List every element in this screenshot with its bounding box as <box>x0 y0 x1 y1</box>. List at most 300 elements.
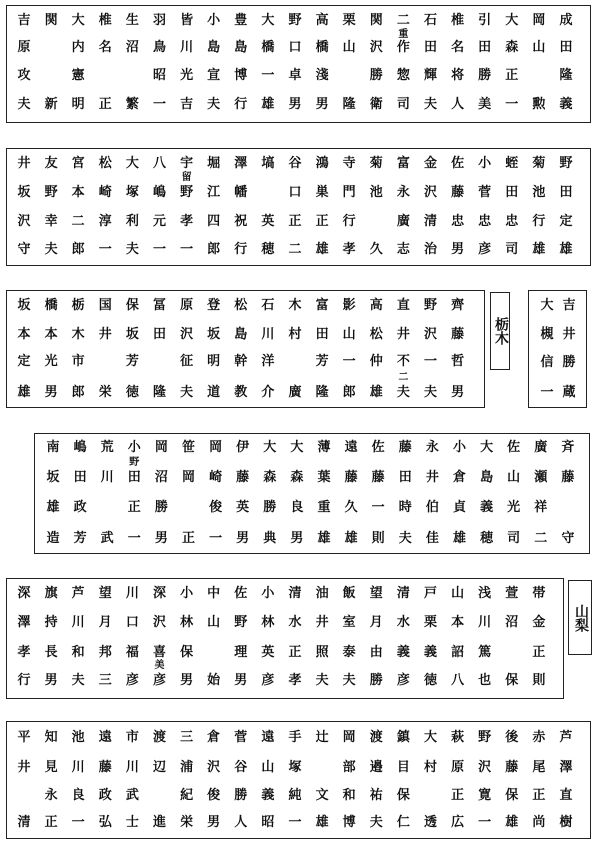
name-char: 芦 <box>71 586 85 601</box>
name-char: 羽 <box>152 13 166 28</box>
name-char: 佐 <box>371 440 385 455</box>
name-char: 名 <box>451 40 465 55</box>
name-char: 橋 <box>315 40 329 55</box>
name-char: 石 <box>261 298 275 313</box>
name-char: 倉 <box>452 470 466 485</box>
name-char: 沼 <box>125 40 139 55</box>
name-char: 高 <box>315 13 329 28</box>
name-char: 徳 <box>423 673 437 688</box>
name-char: 田 <box>398 470 412 485</box>
name-char: 征 <box>180 354 194 369</box>
name-char: 一 <box>342 354 356 369</box>
name-char: 野 <box>559 156 573 171</box>
name-char: 惣 <box>396 68 410 83</box>
name-char: 士 <box>125 815 139 830</box>
name-char: 正 <box>315 214 329 229</box>
name-char: 井 <box>17 156 31 171</box>
name-char: 雄 <box>261 97 275 112</box>
name-char: 井 <box>98 327 112 342</box>
name-char: 田 <box>559 185 573 200</box>
name-char: 山 <box>342 40 356 55</box>
name-char: 川 <box>71 760 85 775</box>
prefecture-label: 栃木 <box>490 292 510 370</box>
name-char: 塙 <box>261 156 275 171</box>
name-char: 宇 <box>180 156 194 171</box>
name-char: 鎮 <box>396 730 410 745</box>
name-char: 関 <box>369 13 383 28</box>
name-char: 平 <box>17 730 31 745</box>
name-char: 清 <box>423 214 437 229</box>
name-char: 彦 <box>152 673 166 688</box>
name-char: 名 <box>98 40 112 55</box>
name-char: 雄 <box>315 815 329 830</box>
name-char: 影 <box>342 298 356 313</box>
name-char: 一 <box>505 97 519 112</box>
name-char: 忠 <box>451 214 465 229</box>
name-char: 大 <box>505 13 519 28</box>
name-char: 口 <box>288 185 302 200</box>
name-char: 穂 <box>261 242 275 257</box>
name-char: 隆 <box>315 385 329 400</box>
name-char: 鴻 <box>315 156 329 171</box>
name-char: 雄 <box>532 242 546 257</box>
name-char: 博 <box>342 815 356 830</box>
name-char: 芳 <box>315 354 329 369</box>
name-char: 成 <box>559 13 573 28</box>
name-char: 沢 <box>423 185 437 200</box>
name-char: 池 <box>369 185 383 200</box>
name-char: 男 <box>44 673 58 688</box>
name-char: 久 <box>344 500 358 515</box>
name-char: 知 <box>44 730 58 745</box>
name-char: 皆 <box>180 13 194 28</box>
name-char: 勝 <box>234 788 248 803</box>
name-char: 正 <box>532 788 546 803</box>
name-char: 原 <box>451 760 465 775</box>
name-char: 佐 <box>451 156 465 171</box>
name-char: 福 <box>125 645 139 660</box>
name-char: 大 <box>290 440 304 455</box>
name-char: 由 <box>369 645 383 660</box>
name-char: 二 <box>71 214 85 229</box>
name-char: 谷 <box>234 760 248 775</box>
name-char: 渡 <box>369 730 383 745</box>
name-char: 吉 <box>180 97 194 112</box>
name-char: 行 <box>17 673 31 688</box>
name-char: 大 <box>480 440 494 455</box>
name-char: 崎 <box>209 470 223 485</box>
name-char: 小 <box>127 440 141 455</box>
name-char: 治 <box>423 242 437 257</box>
name-char: 淳 <box>98 214 112 229</box>
name-char: 正 <box>98 97 112 112</box>
name-char: 純 <box>288 788 302 803</box>
name-char: 憲 <box>71 68 85 83</box>
name-char: 良 <box>290 500 304 515</box>
name-char: 郎 <box>207 242 221 257</box>
name-char: 山 <box>207 615 221 630</box>
name-char: 彦 <box>478 242 492 257</box>
name-char: 原 <box>180 298 194 313</box>
name-char: 二 <box>534 531 548 546</box>
name-char: 森 <box>505 40 519 55</box>
name-char: 井 <box>315 615 329 630</box>
name-char: 淺 <box>315 68 329 83</box>
name-char: 芳 <box>73 531 87 546</box>
name-char: 木 <box>288 298 302 313</box>
name-char: 長 <box>44 645 58 660</box>
name-char: 沢 <box>369 40 383 55</box>
name-char: 水 <box>288 615 302 630</box>
name-char: 石 <box>423 13 437 28</box>
name-char: 沢 <box>17 214 31 229</box>
name-char: 造 <box>46 531 60 546</box>
name-char: 後 <box>505 730 519 745</box>
name-char: 光 <box>44 354 58 369</box>
name-char: 勝 <box>369 673 383 688</box>
name-char: 清 <box>17 815 31 830</box>
name-char: 勝 <box>562 355 576 370</box>
name-char: 幹 <box>234 354 248 369</box>
name-char: 義 <box>261 788 275 803</box>
name-char: 望 <box>98 586 112 601</box>
name-char: 照 <box>315 645 329 660</box>
name-char: 小 <box>452 440 466 455</box>
name-char: 藤 <box>236 470 250 485</box>
name-char: 深 <box>17 586 31 601</box>
name-char: 松 <box>98 156 112 171</box>
name-char: 正 <box>181 531 195 546</box>
name-char: 鳥 <box>152 40 166 55</box>
name-char: 遠 <box>261 730 275 745</box>
name-char: 孝 <box>17 645 31 660</box>
name-char: 将 <box>451 68 465 83</box>
name-char: 男 <box>236 531 250 546</box>
name-char: 芦 <box>559 730 573 745</box>
name-char: 英 <box>261 214 275 229</box>
name-char: 井 <box>396 327 410 342</box>
name-char: 川 <box>261 327 275 342</box>
name-char: 忠 <box>478 214 492 229</box>
name-char: 槻 <box>540 327 554 342</box>
name-char: 男 <box>451 385 465 400</box>
name-char: 重 <box>317 500 331 515</box>
name-char: 塚 <box>288 760 302 775</box>
name-char: 夫 <box>180 385 194 400</box>
name-char: 大 <box>263 440 277 455</box>
name-char: 瀬 <box>534 470 548 485</box>
name-char: 冨 <box>152 298 166 313</box>
name-char: 男 <box>315 97 329 112</box>
name-char: 本 <box>17 327 31 342</box>
name-char: 夫 <box>423 385 437 400</box>
name-char: 一 <box>180 242 194 257</box>
name-char: 男 <box>44 385 58 400</box>
name-char: 幡 <box>234 185 248 200</box>
name-char: 川 <box>125 760 139 775</box>
name-char: 勝 <box>369 68 383 83</box>
name-char: 守 <box>561 531 575 546</box>
name-char: 蔵 <box>562 385 576 400</box>
name-char: 四 <box>207 214 221 229</box>
name-char: 博 <box>234 68 248 83</box>
name-char: 道 <box>207 385 221 400</box>
name-char: 倉 <box>207 730 221 745</box>
name-char: 夫 <box>423 97 437 112</box>
name-char: 広 <box>451 815 465 830</box>
name-char: 飯 <box>342 586 356 601</box>
name-char: 雄 <box>317 531 331 546</box>
name-char: 渡 <box>152 730 166 745</box>
name-char: 島 <box>480 470 494 485</box>
name-char: 山 <box>451 586 465 601</box>
name-char: 一 <box>209 531 223 546</box>
name-char: 月 <box>369 615 383 630</box>
name-char: 菅 <box>234 730 248 745</box>
name-char: 義 <box>559 97 573 112</box>
name-char: 岡 <box>342 730 356 745</box>
name-char: 目 <box>396 760 410 775</box>
name-char: 宣 <box>207 68 221 83</box>
name-char: 藤 <box>451 185 465 200</box>
name-char: 見 <box>44 760 58 775</box>
name-char: 男 <box>234 673 248 688</box>
name-char: 義 <box>423 645 437 660</box>
name-char: 斉 <box>561 440 575 455</box>
name-char: 邉 <box>369 760 383 775</box>
name-char: 一 <box>423 354 437 369</box>
name-char: 坂 <box>46 470 60 485</box>
name-char: 大 <box>423 730 437 745</box>
name-char: 保 <box>125 298 139 313</box>
name-char: 坂 <box>17 298 31 313</box>
name-char: 橋 <box>261 40 275 55</box>
name-char: 林 <box>180 615 194 630</box>
name-char: 人 <box>451 97 465 112</box>
name-char: 市 <box>125 730 139 745</box>
name-char: 祝 <box>234 214 248 229</box>
name-char: 室 <box>342 615 356 630</box>
name-char: 山 <box>261 760 275 775</box>
name-char: 孝 <box>180 214 194 229</box>
name-char: 田 <box>127 470 141 485</box>
name-char: 栗 <box>342 13 356 28</box>
name-char: 沢 <box>152 615 166 630</box>
name-char: 典 <box>263 531 277 546</box>
name-char: 男 <box>288 97 302 112</box>
name-char: 中 <box>207 586 221 601</box>
name-char: 吉 <box>562 298 576 313</box>
name-char: 澤 <box>234 156 248 171</box>
name-char: 二 <box>396 13 410 28</box>
name-char: 山 <box>507 470 521 485</box>
name-char: 藤 <box>398 440 412 455</box>
name-char: 一 <box>152 97 166 112</box>
name-char: 望 <box>369 586 383 601</box>
name-char: 藤 <box>561 470 575 485</box>
name-char: 幸 <box>44 214 58 229</box>
name-char: 本 <box>71 185 85 200</box>
name-char: 新 <box>44 97 58 112</box>
name-char: 田 <box>559 40 573 55</box>
name-char: 英 <box>261 645 275 660</box>
name-char: 小 <box>207 13 221 28</box>
name-char: 彦 <box>125 673 139 688</box>
name-subscript-char: 重 <box>398 29 409 40</box>
name-char: 男 <box>290 531 304 546</box>
name-char: 辻 <box>315 730 329 745</box>
name-char: 口 <box>125 615 139 630</box>
name-char: 信 <box>540 355 554 370</box>
name-char: 大 <box>125 156 139 171</box>
name-char: 寛 <box>478 788 492 803</box>
name-char: 郎 <box>71 242 85 257</box>
name-char: 透 <box>423 815 437 830</box>
name-char: 勝 <box>154 500 168 515</box>
name-char: 保 <box>505 673 519 688</box>
name-char: 定 <box>17 354 31 369</box>
name-char: 島 <box>234 40 248 55</box>
name-char: 遠 <box>344 440 358 455</box>
name-char: 雄 <box>452 531 466 546</box>
name-char: 貞 <box>452 500 466 515</box>
name-char: 雄 <box>344 531 358 546</box>
name-char: 深 <box>152 586 166 601</box>
name-char: 塚 <box>125 185 139 200</box>
name-char: 川 <box>71 615 85 630</box>
name-char: 徳 <box>125 385 139 400</box>
name-char: 田 <box>73 470 87 485</box>
name-char: 友 <box>44 156 58 171</box>
name-char: 辺 <box>152 760 166 775</box>
name-char: 山 <box>342 327 356 342</box>
name-char: 井 <box>17 760 31 775</box>
name-char: 野 <box>423 298 437 313</box>
name-char: 橋 <box>44 298 58 313</box>
name-char: 保 <box>505 788 519 803</box>
name-char: 澤 <box>559 760 573 775</box>
name-char: 雄 <box>559 242 573 257</box>
name-char: 明 <box>207 354 221 369</box>
name-subscript-char: 美 <box>154 660 165 671</box>
name-char: 則 <box>371 531 385 546</box>
name-char: 田 <box>423 40 437 55</box>
name-char: 栄 <box>180 815 194 830</box>
name-subscript-char: 留 <box>181 172 192 183</box>
name-char: 男 <box>207 815 221 830</box>
name-char: 村 <box>423 760 437 775</box>
name-char: 忠 <box>505 214 519 229</box>
name-char: 一 <box>98 242 112 257</box>
name-char: 寺 <box>342 156 356 171</box>
name-char: 弘 <box>98 815 112 830</box>
name-char: 佳 <box>425 531 439 546</box>
name-char: 川 <box>180 40 194 55</box>
name-char: 卓 <box>288 68 302 83</box>
name-char: 沼 <box>505 615 519 630</box>
name-char: 夫 <box>342 673 356 688</box>
name-char: 岡 <box>181 470 195 485</box>
name-char: 一 <box>540 385 554 400</box>
name-char: 志 <box>396 242 410 257</box>
name-char: 廣 <box>396 214 410 229</box>
name-char: 月 <box>98 615 112 630</box>
name-char: 関 <box>44 13 58 28</box>
name-char: 佐 <box>507 440 521 455</box>
name-char: 美 <box>478 97 492 112</box>
name-char: 司 <box>507 531 521 546</box>
name-char: 松 <box>234 298 248 313</box>
name-char: 夫 <box>207 97 221 112</box>
name-char: 菊 <box>532 156 546 171</box>
name-char: 口 <box>288 40 302 55</box>
name-char: 川 <box>100 470 114 485</box>
name-char: 元 <box>152 214 166 229</box>
name-char: 一 <box>288 815 302 830</box>
name-char: 井 <box>562 327 576 342</box>
name-char: 市 <box>71 354 85 369</box>
name-char: 村 <box>288 327 302 342</box>
name-char: 詔 <box>451 645 465 660</box>
name-char: 政 <box>73 500 87 515</box>
name-char: 吉 <box>17 13 31 28</box>
name-char: 文 <box>315 788 329 803</box>
name-char: 明 <box>71 97 85 112</box>
name-char: 大 <box>71 13 85 28</box>
name-char: 遠 <box>98 730 112 745</box>
name-char: 薄 <box>317 440 331 455</box>
name-char: 登 <box>207 298 221 313</box>
name-char: 二 <box>288 242 302 257</box>
name-char: 郎 <box>71 385 85 400</box>
name-char: 正 <box>288 214 302 229</box>
name-char: 政 <box>98 788 112 803</box>
name-char: 和 <box>71 645 85 660</box>
name-char: 守 <box>17 242 31 257</box>
name-char: 廣 <box>534 440 548 455</box>
name-char: 江 <box>207 185 221 200</box>
name-char: 崎 <box>98 185 112 200</box>
name-char: 正 <box>451 788 465 803</box>
name-char: 水 <box>396 615 410 630</box>
name-char: 島 <box>234 327 248 342</box>
name-char: 一 <box>371 500 385 515</box>
name-char: 池 <box>71 730 85 745</box>
name-char: 正 <box>44 815 58 830</box>
name-char: 川 <box>125 586 139 601</box>
name-char: 孝 <box>288 673 302 688</box>
name-char: 男 <box>180 673 194 688</box>
name-char: 夫 <box>125 242 139 257</box>
name-char: 宮 <box>71 156 85 171</box>
name-char: 栗 <box>423 615 437 630</box>
name-char: 時 <box>398 500 412 515</box>
name-char: 保 <box>180 645 194 660</box>
name-char: 夫 <box>17 97 31 112</box>
name-char: 藤 <box>344 470 358 485</box>
name-char: 行 <box>342 214 356 229</box>
name-char: 高 <box>369 298 383 313</box>
name-char: 沢 <box>423 327 437 342</box>
name-char: 田 <box>315 327 329 342</box>
name-char: 教 <box>234 385 248 400</box>
name-char: 澤 <box>17 615 31 630</box>
name-char: 祐 <box>369 788 383 803</box>
name-subscript-char: 野 <box>129 457 140 468</box>
name-char: 英 <box>236 500 250 515</box>
name-char: 義 <box>396 645 410 660</box>
name-char: 松 <box>369 327 383 342</box>
